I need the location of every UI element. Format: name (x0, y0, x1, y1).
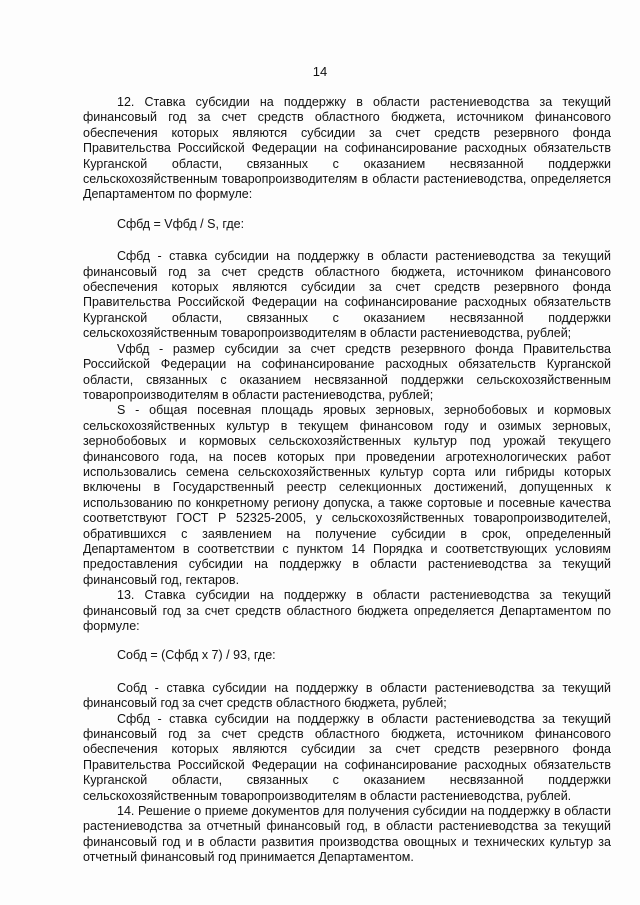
formula-sfbd: Сфбд = Vфбд / S, где: (117, 216, 245, 231)
paragraph-14: 14. Решение о приеме документов для получения субсидии на поддержку в области растениеводства за отчетный финансовый год, в области растениеводства за текущий финансовый год и в области развития производства овощных и технических культур за отчетный финансовый год принимается Департаментом. (83, 804, 611, 865)
page-number: 14 (312, 64, 328, 79)
formula-sobd: Собд = (Сфбд х 7) / 93, где: (117, 648, 276, 663)
paragraph-13: 13. Ставка субсидии на поддержку в области растениеводства за текущий финансовый год за счет средств областного бюджета определяется Департаментом по формуле: (83, 588, 611, 633)
definition-s: S - общая посевная площадь яровых зерновых, зернобобовых и кормовых сельскохозяйственных культур в текущем финансовом году и озимых зерновых, зернобобовых и кормовых сельскохозяйственных культур под урожай текущего финансового года, на посев которых при проведении агротехнологических работ использовались семена сельскохозяйственных культур сорта или гибриды которых включены в Государственный реестр селекционных достижений, допущенных к использованию по конкретному региону допуска, а также сортовые и посевные качества соответствуют ГОСТ Р 52325-2005, у сельскохозяйственных товаропроизводителей, обратившихся с заявлением на получение субсидии в срок, определенный Департаментом в соответствии с пунктом 14 Порядка и соответствующих условиям предоставления субсидии на поддержку в области растениеводства за текущий финансовый год, гектаров. (83, 403, 611, 587)
document-body (83, 95, 611, 866)
definition-sfbd: Сфбд - ставка субсидии на поддержку в области растениеводства за текущий финансовый год за счет средств областного бюджета, источником финансового обеспечения которых являются субсидии за счет средств резервного фонда Правительства Российской Федерации на софинансирование расходных обязательств Курганской области, связанных с оказанием несвязанной поддержки сельскохозяйственным товаропроизводителям в области растениеводства, рублей; (83, 249, 611, 341)
definition-sobd: Собд - ставка субсидии на поддержку в области растениеводства за текущий финансовый год за счет средств областного бюджета, рублей; (83, 680, 611, 711)
definition-sfbd-2: Сфбд - ставка субсидии на поддержку в области растениеводства за текущий финансовый год за счет средств областного бюджета, источником финансового обеспечения которых являются субсидии за счет средств резервного фонда Правительства Российской Федерации на софинансирование расходных обязательств Курганской области, связанных с оказанием несвязанной поддержки сельскохозяйственным товаропроизводителям в области растениеводства, рублей. (83, 711, 611, 803)
definition-vfbd: Vфбд - размер субсидии за счет средств резервного фонда Правительства Российской Федерации на софинансирование расходных обязательств Курганской области, связанных с оказанием несвязанной поддержки сельскохозяйственным товаропроизводителям в области растениеводства, рублей; (83, 341, 611, 402)
paragraph-12: 12. Ставка субсидии на поддержку в области растениеводства за текущий финансовый год за счет средств областного бюджета, источником финансового обеспечения которых являются субсидии за счет средств резервного фонда Правительства Российской Федерации на софинансирование расходных обязательств Курганской области, связанных с оказанием несвязанной поддержки сельскохозяйственным товаропроизводителям в области растениеводства, определяется Департаментом по формуле: (83, 95, 611, 202)
